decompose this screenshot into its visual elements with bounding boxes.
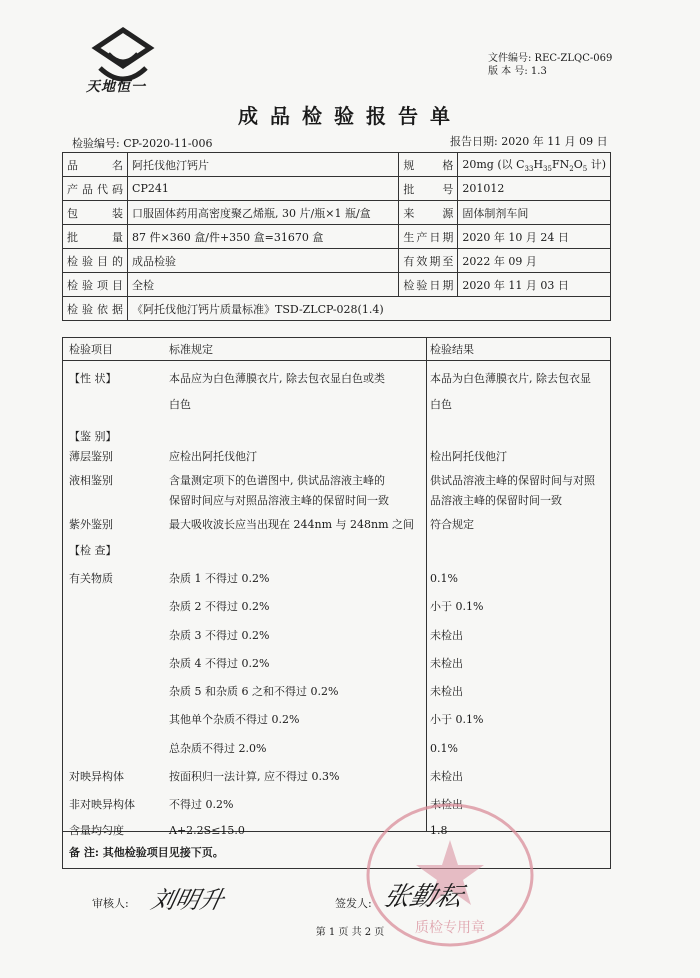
result-standard: 杂质 5 和杂质 6 之和不得过 0.2% — [169, 685, 339, 698]
result-item: 【鉴 别】 — [69, 430, 117, 443]
product-label: 品名 — [63, 153, 128, 177]
purpose-value: 成品检验 — [128, 249, 399, 273]
batch-value: 201012 — [458, 177, 611, 201]
result-item: 对映异构体 — [69, 770, 124, 783]
mfg-date-value: 2020 年 10 月 24 日 — [458, 225, 611, 249]
result-item: 【检 查】 — [69, 544, 117, 557]
result-value: 小于 0.1% — [430, 600, 484, 613]
result-standard: 杂质 1 不得过 0.2% — [169, 572, 270, 585]
result-standard: 按面积归一法计算, 应不得过 0.3% — [169, 770, 340, 783]
spec-value: 20mg (以 $C_{33}H_{35}FN_2O_5$ 计) — [458, 153, 611, 177]
result-item: 含量均匀度 — [69, 824, 124, 837]
reviewer-label: 审核人: — [92, 897, 129, 910]
result-standard: 总杂质不得过 2.0% — [169, 742, 267, 755]
result-item: 非对映异构体 — [69, 798, 135, 811]
col-header-item: 检验项目 — [69, 343, 113, 356]
result-value: 未检出 — [430, 770, 463, 783]
report-date: 报告日期: 2020 年 11 月 09 日 — [450, 135, 608, 148]
result-value: 未检出 — [430, 629, 463, 642]
col-header-result: 检验结果 — [430, 343, 474, 356]
company-name: 天地恒一 — [86, 79, 146, 95]
expiry-value: 2022 年 09 月 — [458, 249, 611, 273]
issuer-label: 签发人: — [335, 897, 372, 910]
result-standard: 其他单个杂质不得过 0.2% — [169, 713, 300, 726]
source-value: 固体制剂车间 — [458, 201, 611, 225]
package-value: 口服固体药用高密度聚乙烯瓶, 30 片/瓶×1 瓶/盒 — [128, 201, 399, 225]
quantity-label: 批量 — [63, 225, 128, 249]
result-item: 【性 状】 — [69, 372, 117, 385]
purpose-label: 检验目的 — [63, 249, 128, 273]
result-standard: 白色 — [169, 398, 191, 411]
document-info — [488, 52, 612, 78]
result-value: 0.1% — [430, 572, 458, 585]
test-date-value: 2020 年 11 月 03 日 — [458, 273, 611, 297]
result-item: 紫外鉴别 — [69, 518, 113, 531]
results-table — [62, 337, 611, 869]
product-info-table — [62, 152, 611, 321]
quantity-value: 87 件×360 盒/件+350 盒=31670 盒 — [128, 225, 399, 249]
result-standard: 杂质 4 不得过 0.2% — [169, 657, 270, 670]
result-value: 0.1% — [430, 742, 458, 755]
page-number: 第 1 页 共 2 页 — [315, 927, 385, 938]
result-value: 未检出 — [430, 798, 463, 811]
result-value: 未检出 — [430, 685, 463, 698]
batch-label: 批号 — [399, 177, 458, 201]
basis-label: 检验依据 — [63, 297, 128, 321]
result-item: 薄层鉴别 — [69, 450, 113, 463]
package-label: 包装 — [63, 201, 128, 225]
spec-label: 规格 — [399, 153, 458, 177]
column-divider — [426, 338, 427, 831]
result-item: 液相鉴别 — [69, 474, 113, 487]
result-standard: 不得过 0.2% — [169, 798, 234, 811]
doc-number: 文件编号: REC-ZLQC-069 — [488, 53, 613, 64]
code-value: CP241 — [128, 177, 399, 201]
doc-version: 版 本 号: 1.3 — [488, 66, 547, 77]
result-standard: 含量测定项下的色谱图中, 供试品溶液主峰的 — [169, 474, 385, 487]
result-value: 1.8 — [430, 824, 448, 837]
result-standard: 本品应为白色薄膜衣片, 除去包衣显白色或类 — [169, 372, 385, 385]
item-label: 检验项目 — [63, 273, 128, 297]
result-standard: 应检出阿托伐他汀 — [169, 450, 257, 463]
item-value: 全检 — [128, 273, 399, 297]
issuer-signature: 张勤耘 — [380, 882, 467, 912]
page-title: 成品检验报告单 — [238, 104, 462, 128]
product-value: 阿托伐他汀钙片 — [128, 153, 399, 177]
expiry-label: 有效期至 — [399, 249, 458, 273]
result-value: 小于 0.1% — [430, 713, 484, 726]
result-value: 符合规定 — [430, 518, 474, 531]
result-standard: 最大吸收波长应当出现在 244nm 与 248nm 之间 — [169, 518, 415, 531]
code-label: 产品代码 — [63, 177, 128, 201]
result-value: 检出阿托伐他汀 — [430, 450, 507, 463]
test-date-label: 检验日期 — [399, 273, 458, 297]
remark-note: 备 注: 其他检验项目见接下页。 — [69, 846, 224, 859]
result-value: 白色 — [430, 398, 452, 411]
mfg-date-label: 生产日期 — [399, 225, 458, 249]
header-divider — [63, 360, 610, 361]
inspection-number: 检验编号: CP-2020-11-006 — [72, 137, 213, 150]
stamp-text: 质检专用章 — [415, 920, 485, 936]
source-label: 来源 — [399, 201, 458, 225]
result-value: 本品为白色薄膜衣片, 除去包衣显 — [430, 372, 591, 385]
col-header-standard: 标准规定 — [169, 343, 213, 356]
result-value: 未检出 — [430, 657, 463, 670]
result-standard: 杂质 3 不得过 0.2% — [169, 629, 270, 642]
result-value: 品溶液主峰的保留时间一致 — [430, 494, 562, 507]
result-standard: A+2.2S≤15.0 — [169, 824, 245, 837]
result-item: 有关物质 — [69, 572, 113, 585]
reviewer-signature: 刘明升 — [148, 886, 227, 914]
result-standard: 保留时间应与对照品溶液主峰的保留时间一致 — [169, 494, 389, 507]
basis-value: 《阿托伐他汀钙片质量标准》TSD-ZLCP-028(1.4) — [128, 297, 611, 321]
result-value: 供试品溶液主峰的保留时间与对照 — [430, 474, 595, 487]
result-standard: 杂质 2 不得过 0.2% — [169, 600, 270, 613]
